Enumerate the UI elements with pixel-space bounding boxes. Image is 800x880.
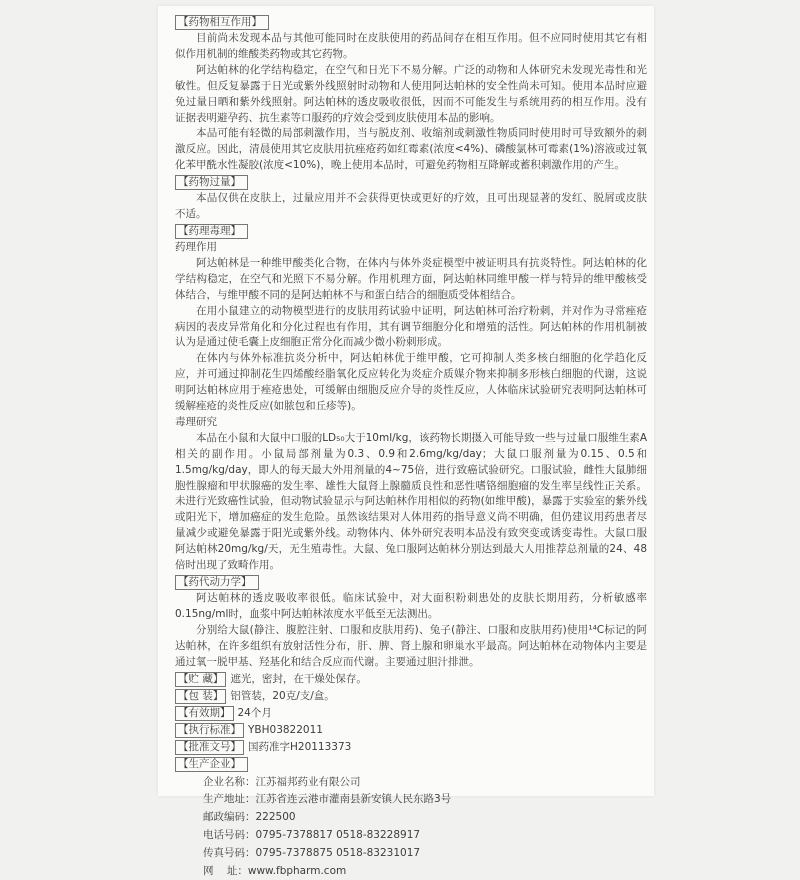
row-value: www.fbpharm.com [247,864,347,877]
approval-value: 国药准字H20113373 [248,740,352,753]
section-approval [175,739,647,756]
section-heading: 【执行标准】 [175,723,244,738]
section-heading: 【药代动力学】 [175,575,259,590]
section-heading: 【生产企业】 [175,757,248,772]
section-standard [175,722,647,739]
section-heading: 【贮 藏】 [175,672,226,687]
row-value: 222500 [255,811,296,824]
phone-row [203,827,647,845]
row-label: 企业名称： [203,775,256,788]
company-name-row [203,774,647,792]
paragraph: 阿达帕林的化学结构稳定，在空气和日光下不易分解。广泛的动物和人体研究未发现光毒性和光敏性。但反复暴露于日光或紫外线照射时动物和人使用阿达帕林的安全性尚未可知。使用本品时应避免过量日晒和紫外线照射。阿达帕林的透皮吸收很低，因而不可能发生与系统用药的相互作用。没有证据表明避孕药、抗生素等口服药的疗效会受到皮肤使用本品的影响。 [175,63,647,124]
section-heading: 【药物过量】 [175,175,248,190]
section-heading: 【药物相互作用】 [175,15,269,30]
paragraph: 阿达帕林的透皮吸收率很低。临床试验中，对大面积粉刺患处的皮肤长期用药，分析敏感率0.15ng/ml时，血浆中阿达帕林浓度水平低至无法测出。 [175,592,647,620]
paragraph: 目前尚未发现本品与其他可能同时在皮肤使用的药品间存在相互作用。但不应同时使用其它有相似作用机制的维酸类药物或其它药物。 [175,32,647,60]
section-pharmacology-toxicology [175,223,647,574]
paragraph: 在体内与体外标准抗炎分析中，阿达帕林优于维甲酸，它可抑制人类多核白细胞的化学趋化反应，并可通过抑制花生四烯酸经脂氧化反应转化为炎症介质媒介物来抑制多形核白细胞的代谢，这说明阿达帕林应用于痤疮患处，可缓解由细胞反应介导的炎性反应，人体临床试验研究表明阿达帕林可缓解痤疮的炎性反应(如脓包和丘疹等)。 [175,352,647,413]
section-validity [175,705,647,722]
fax-row [203,845,647,863]
paragraph: 本品在小鼠和大鼠中口服的LD₅₀大于10ml/kg，该药物长期摄入可能导致一些与过量口服维生素A相关的副作用。小鼠局部剂量为0.3、0.9和2.6mg/kg/day；大鼠口服剂量为0.15、0.5和1.5mg/kg/day，即人的每天最大外用剂量的4~75倍，进行致癌试验研究。口服试验，雌性大鼠肺细胞性腺瘤和甲状腺癌的发生率、雄性大鼠肾上腺髓质良性和恶性嗜铬细胞瘤的发生率呈线性正关系。未进行光致癌性试验，但动物试验显示与阿达帕林作用相似的药物(如维甲酸)，暴露于实验室的紫外线或阳光下，增加癌症的发生危险。虽然该结果对人体用药的指导意义尚不明确，但仍建议用药患者尽量减少或避免暴露于阳光或紫外线。动物体内、体外研究表明本品没有致突变或诱变毒性。大鼠口服阿达帕林20mg/kg/天，无生殖毒性。大鼠、兔口服阿达帕林分别达到最大人用推荐总剂量的24、48倍时出现了致畸作用。 [175,431,647,572]
package-insert-text [175,14,647,880]
subheading-toxicology: 毒理研究 [175,415,217,428]
section-heading: 【有效期】 [175,706,234,721]
section-heading: 【包 装】 [175,689,226,704]
section-manufacturer [175,756,647,880]
section-pharmacokinetics [175,574,647,671]
section-storage [175,671,647,688]
row-value: 江苏省连云港市灌南县新安镇人民东路3号 [255,793,452,806]
package-value: 铝管装，20克/支/盒。 [230,689,335,702]
paragraph: 阿达帕林是一种维甲酸类化合物，在体内与体外炎症模型中被证明具有抗炎特性。阿达帕林的化学结构稳定，在空气和光照下不易分解。作用机理方面，阿达帕林同维甲酸一样与特异的维甲酸核受体结合，与维甲酸不同的是阿达帕林不与和蛋白结合的细胞质受体相结合。 [175,256,647,301]
website-row [203,863,647,880]
row-value: 0795-7378875 0518-83231017 [255,846,421,859]
paragraph: 分别给大鼠(静注、腹腔注射、口服和皮肤用药)、兔子(静注、口服和皮肤用药)使用¹⁴C标记的阿达帕林，在许多组织有放射活性分布，肝、脾、肾上腺和卵巢水平最高。阿达帕林在动物体内主要是通过氧一脱甲基、羟基化和结合反应而代谢。主要通过胆汁排泄。 [175,623,647,668]
row-value: 江苏福邦药业有限公司 [255,775,361,788]
section-heading: 【批准文号】 [175,740,244,755]
validity-value: 24个月 [237,706,272,719]
paragraph: 在用小鼠建立的动物模型进行的皮肤用药试验中证明，阿达帕林可治疗粉刺，并对作为寻常痤疮病因的表皮异常角化和分化过程也有作用，其有调节细胞分化和增殖的活性。阿达帕林的作用机制被认为是通过使毛囊上皮细胞正常分化而减少微小粉刺形成。 [175,304,647,349]
subheading-pharmacology: 药理作用 [175,240,217,253]
row-label: 传真号码： [203,846,256,859]
storage-value: 遮光，密封，在干燥处保存。 [230,672,367,685]
row-label: 邮政编码： [203,811,256,824]
row-label: 电话号码： [203,828,256,841]
paragraph: 本品可能有轻微的局部刺激作用，当与脱皮剂、收缩剂或刺激性物质同时使用时可导致额外的刺激反应。因此，清晨使用其它皮肤用抗痤疮药如红霉素(浓度<4%)、磷酸氯林可霉素(1%)溶液或过氧化苯甲酰水性凝胶(浓度<10%)，晚上使用本品时，可避免药物相互降解或蓄积刺激作用的产生。 [175,127,647,172]
row-label: 网 址： [203,864,248,877]
row-label: 生产地址： [203,793,256,806]
standard-value: YBH03822011 [248,723,323,736]
row-value: 0795-7378817 0518-83228917 [255,828,421,841]
postcode-row [203,809,647,827]
section-drug-interactions [175,14,647,174]
paragraph: 本品仅供在皮肤上，过量应用并不会获得更快或更好的疗效，且可出现显著的发红、脱屑或皮肤不适。 [175,192,647,221]
manufacturer-details [175,774,647,880]
section-package [175,688,647,705]
address-row [203,791,647,809]
section-heading: 【药理毒理】 [175,224,248,239]
section-overdose [175,174,647,223]
